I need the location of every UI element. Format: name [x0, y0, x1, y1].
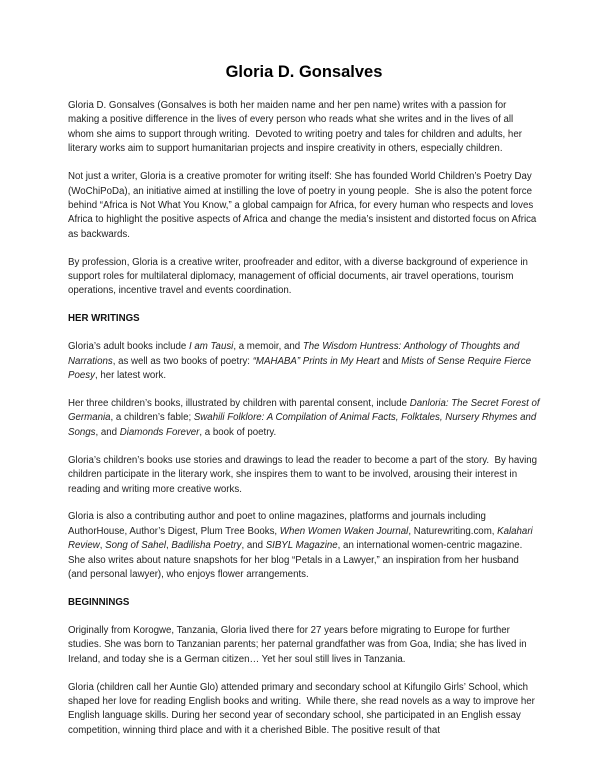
document-content [68, 62, 543, 752]
section-heading-beginnings: BEGINNINGS [68, 596, 130, 608]
section-heading-her-writings: HER WRITINGS [68, 313, 140, 325]
document-title: Gloria D. Gonsalves [225, 63, 383, 81]
paragraph-contributing-author: Gloria is also a contributing author and poet to online magazines, platforms and journals including AuthorHouse, Author’s Digest, Plum Tree Books, When Women Waken Journal, Naturewriting.com, Kalahari Review, Song of Sahel, Badilisha Poetry, and SIBYL Magazine, an international women-centric magazine. She also writes about nature snapshots for her blog “Petals in a Lawyer,” an inspiration from her husband (and personal lawyer), who enjoys flower arrangements. [68, 511, 536, 581]
paragraph-creative-promoter: Not just a writer, Gloria is a creative promoter for writing itself: She has founded World Children’s Poetry Day (WoChiPoDa), an initiative aimed at instilling the love of poetry in young people. She is also the potent force behind “Africa is Not What You Know,” a global campaign for Africa, for every human who respects and loves Africa to highlight the positive aspects of Africa and change the media’s insistent and distorted focus on Africa as backwards. [68, 171, 540, 240]
paragraph-origins: Originally from Korogwe, Tanzania, Gloria lived there for 27 years before migrating to Europe for further studies. She was born to Tanzanian parents; her paternal grandfather was from Goa, India; she has lived in Ireland, and today she is a German citizen… Yet her soul still lives in Tanzania. [68, 624, 530, 665]
paragraph-childrens-books-purpose: Gloria’s children’s books use stories and drawings to lead the reader to become a part of the story. By having children participate in the literary work, she inspires them to want to be involved, arousing their interest in reading and writing more creative works. [68, 454, 540, 495]
paragraph-childrens-books: Her three children’s books, illustrated by children with parental consent, include Danloria: The Secret Forest of Germania, a children’s fable; Swahili Folklore: A Compilation of Animal Facts, Folktales, Nursery Rhymes and Songs, and Diamonds Forever, a book of poetry. [68, 398, 543, 438]
paragraph-profession: By profession, Gloria is a creative writer, proofreader and editor, with a diverse background of experience in support roles for multilateral diplomacy, management of official documents, air travel operations, tourism operations, incentive travel and events coordination. [68, 256, 531, 297]
paragraph-schooling: Gloria (children call her Auntie Glo) attended primary and secondary school at Kifungilo Girls’ School, which shaped her love for reading English books and writing. While there, she read novels as a way to improve her English language skills. During her second year of secondary school, she participated in an English essay competition, winning third place and with it a cherished Bible. The positive result of that [68, 681, 538, 736]
paragraph-adult-books: Gloria’s adult books include I am Tausi, a memoir, and The Wisdom Huntress: Anthology of Thoughts and Narrations, as well as two books of poetry: “MAHABA” Prints in My Heart and Mists of Sense Require Fierce Poesy, her latest work. [68, 341, 534, 382]
paragraph-intro: Gloria D. Gonsalves (Gonsalves is both her maiden name and her pen name) writes with a passion for making a positive difference in the lives of every person who reads what she writes and in the lives of all whom she aims to support through writing. Devoted to writing poetry and tales for children and adults, her literary works aim to support humanitarian projects and inspire creativity in others, especially children. [68, 100, 525, 155]
